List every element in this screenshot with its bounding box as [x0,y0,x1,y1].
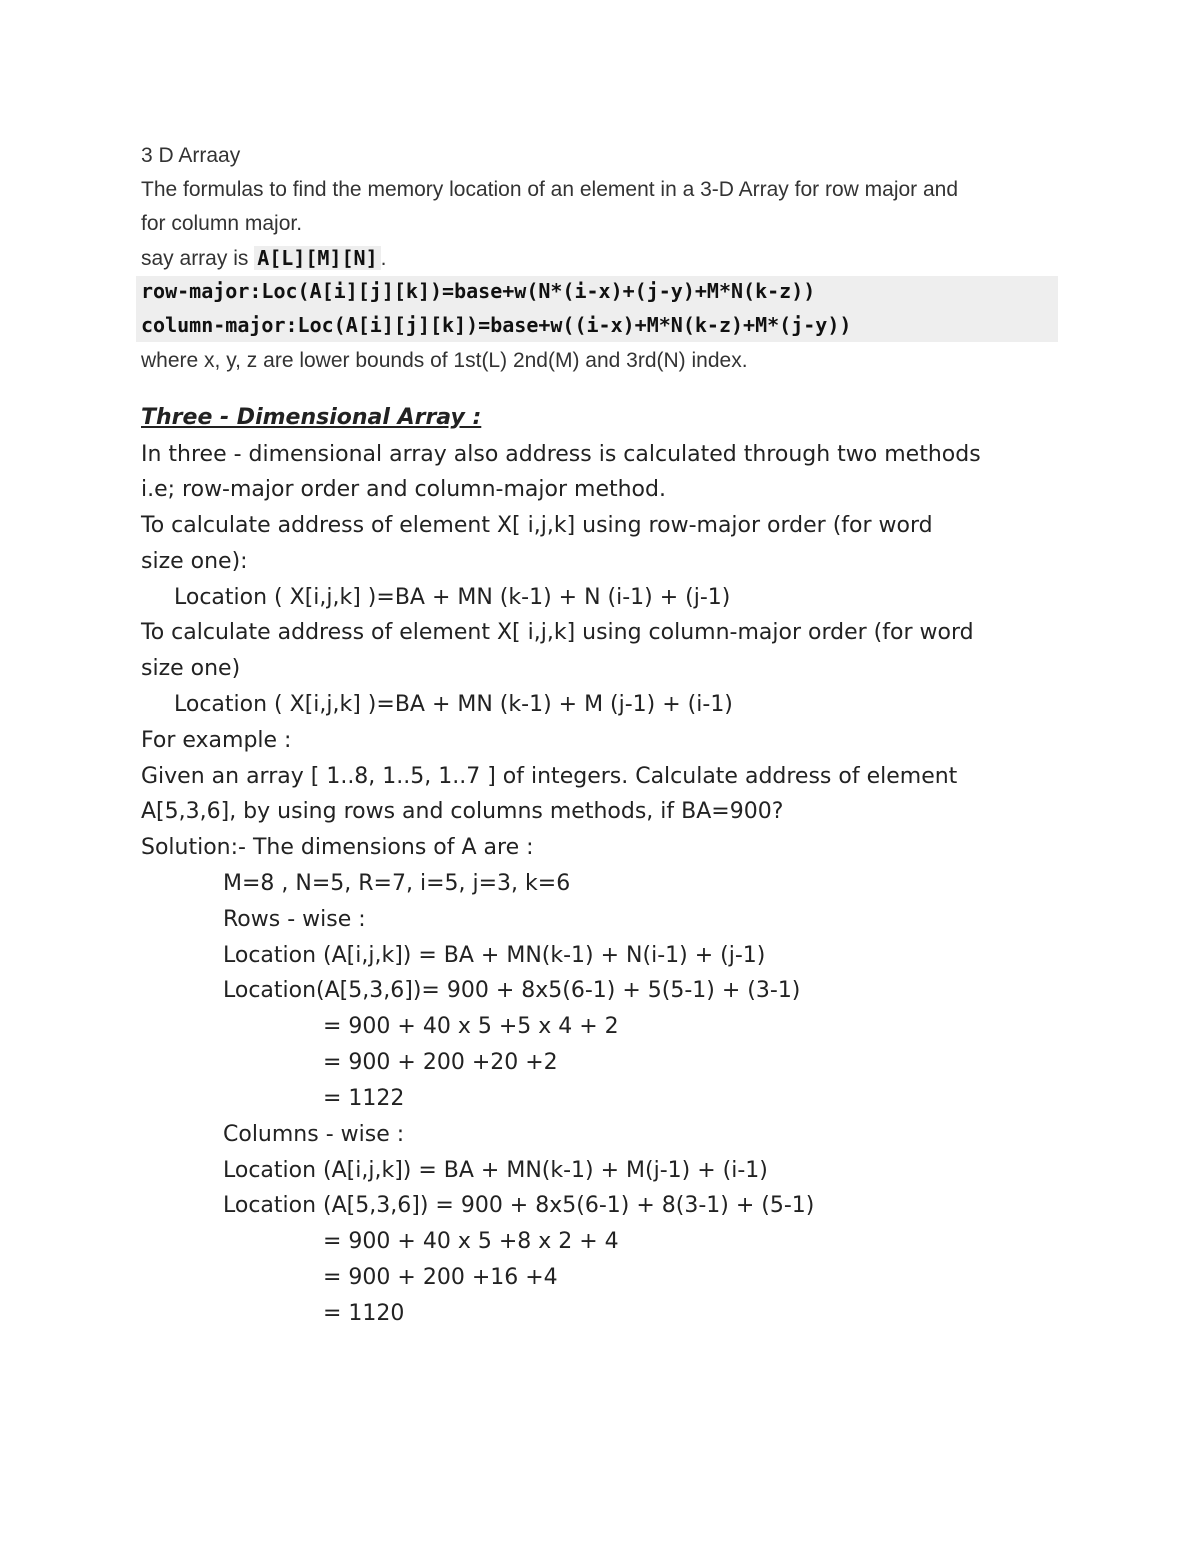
intro-text-line-2: for column major. [141,212,303,235]
array-declaration-line [141,246,386,271]
columns-wise-formula: Location (A[i,j,k]) = BA + MN(k-1) + M(j-1) + (i-1) [223,1158,768,1183]
section-heading: Three - Dimensional Array : [141,405,482,430]
columns-wise-result: = 1120 [323,1301,405,1326]
array-declaration-code: A[L][M][N] [254,246,380,270]
example-text-line-1: Given an array [ 1..8, 1..5, 1..7 ] of integers. Calculate address of element [141,764,958,789]
rows-wise-label: Rows - wise : [223,907,366,932]
column-major-intro-line-2: size one) [141,656,241,681]
intro-text-line-1: The formulas to find the memory location of an element in a 3-D Array for row major and [141,178,959,201]
rows-wise-substitution: Location(A[5,3,6])= 900 + 8x5(6-1) + 5(5-1) + (3-1) [223,978,801,1003]
rows-wise-step-2: = 900 + 200 +20 +2 [323,1050,558,1075]
dimensions-line: M=8 , N=5, R=7, i=5, j=3, k=6 [223,871,571,896]
example-text-line-2: A[5,3,6], by using rows and columns methods, if BA=900? [141,799,784,824]
array-declaration-prefix: say array is [141,247,255,270]
lower-bounds-note: where x, y, z are lower bounds of 1st(L) 2nd(M) and 3rd(N) index. [141,349,748,372]
rows-wise-result: = 1122 [323,1086,405,1111]
columns-wise-label: Columns - wise : [223,1122,405,1147]
columns-wise-substitution: Location (A[5,3,6]) = 900 + 8x5(6-1) + 8(3-1) + (5-1) [223,1193,815,1218]
row-major-intro-line-2: size one): [141,549,248,574]
column-major-intro-line-1: To calculate address of element X[ i,j,k] using column-major order (for word [141,620,974,645]
rows-wise-step-1: = 900 + 40 x 5 +5 x 4 + 2 [323,1014,619,1039]
array-declaration-suffix: . [380,247,387,270]
doc-title: 3 D Arraay [141,144,241,167]
section-paragraph-line-2: i.e; row-major order and column-major method. [141,477,666,502]
column-major-formula: column-major:Loc(A[i][j][k])=base+w((i-x)+M*N(k-z)+M*(j-y)) [141,313,852,337]
example-label: For example : [141,728,292,753]
row-major-location-formula: Location ( X[i,j,k] )=BA + MN (k-1) + N (i-1) + (j-1) [174,585,731,610]
columns-wise-step-2: = 900 + 200 +16 +4 [323,1265,558,1290]
column-major-location-formula: Location ( X[i,j,k] )=BA + MN (k-1) + M (j-1) + (i-1) [174,692,733,717]
solution-line: Solution:- The dimensions of A are : [141,835,534,860]
row-major-intro-line-1: To calculate address of element X[ i,j,k] using row-major order (for word [141,513,933,538]
columns-wise-step-1: = 900 + 40 x 5 +8 x 2 + 4 [323,1229,619,1254]
section-paragraph-line-1: In three - dimensional array also address is calculated through two methods [141,442,981,467]
row-major-formula: row-major:Loc(A[i][j][k])=base+w(N*(i-x)+(j-y)+M*N(k-z)) [141,279,816,303]
rows-wise-formula: Location (A[i,j,k]) = BA + MN(k-1) + N(i-1) + (j-1) [223,943,766,968]
